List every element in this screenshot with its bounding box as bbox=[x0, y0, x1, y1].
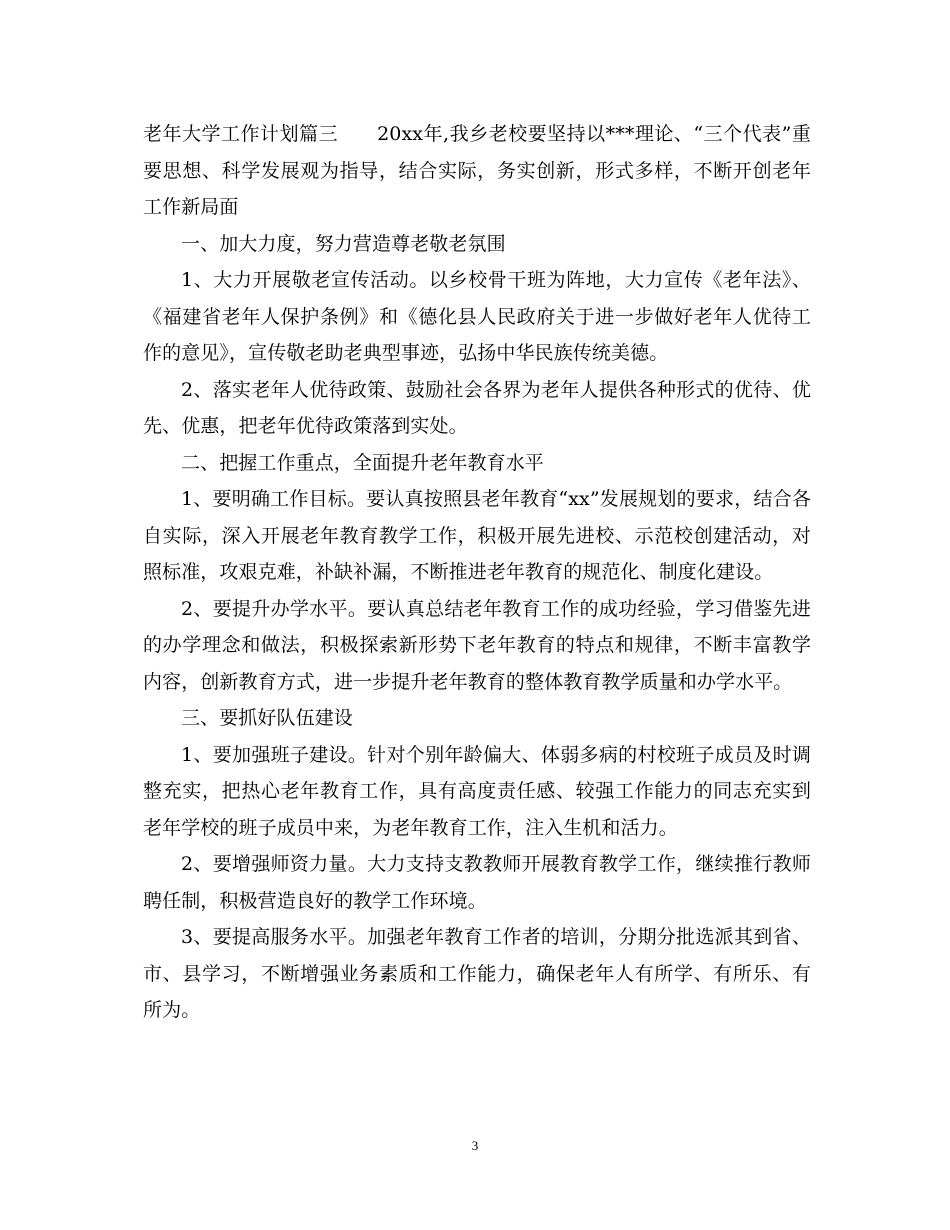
document-body bbox=[143, 116, 811, 1029]
section-heading-1: 一、加大力度，努力营造尊老敬老氛围 bbox=[181, 232, 506, 255]
paragraph-3-3: 3、要提高服务水平。加强老年教育工作者的培训，分期分批选派其到省、市、县学习，不断增强业务素质和工作能力，确保老年人有所学、有所乐、有所为。 bbox=[143, 926, 811, 1021]
paragraph-1-1: 1、大力开展敬老宣传活动。以乡校骨干班为阵地，大力宣传《老年法》、《福建省老年人保护条例》和《德化县人民政府关于进一步做好老年人优待工作的意见》，宣传敬老助老典型事迹，弘扬中华民族传统美德。 bbox=[143, 269, 811, 364]
intro-paragraph: 老年大学工作计划篇三 20xx年,我乡老校要坚持以***理论、“三个代表”重要思想、科学发展观为指导，结合实际，务实创新，形式多样，不断开创老年工作新局面 bbox=[143, 123, 811, 218]
section-heading-2: 二、把握工作重点，全面提升老年教育水平 bbox=[181, 451, 544, 474]
section-heading-3: 三、要抓好队伍建设 bbox=[181, 707, 353, 729]
paragraph-3-2: 2、要增强师资力量。大力支持支教教师开展教育教学工作，继续推行教师聘任制，积极营造良好的教学工作环境。 bbox=[143, 853, 811, 912]
paragraph-1-2: 2、落实老年人优待政策、鼓励社会各界为老年人提供各种形式的优待、优先、优惠，把老年优待政策落到实处。 bbox=[143, 378, 811, 437]
page-number: 3 bbox=[471, 1138, 479, 1153]
paragraph-3-1: 1、要加强班子建设。针对个别年龄偏大、体弱多病的村校班子成员及时调整充实，把热心老年教育工作，具有高度责任感、较强工作能力的同志充实到老年学校的班子成员中来，为老年教育工作，注入生机和活力。 bbox=[143, 743, 811, 839]
paragraph-2-2: 2、要提升办学水平。要认真总结老年教育工作的成功经验，学习借鉴先进的办学理念和做法，积极探索新形势下老年教育的特点和规律，不断丰富教学内容，创新教育方式，进一步提升老年教育的整体教育教学质量和办学水平。 bbox=[143, 597, 811, 693]
paragraph-2-1: 1、要明确工作目标。要认真按照县老年教育“xx”发展规划的要求，结合各自实际，深入开展老年教育教学工作，积极开展先进校、示范校创建活动，对照标准，攻艰克难，补缺补漏，不断推进老年教育的规范化、制度化建设。 bbox=[143, 488, 811, 583]
